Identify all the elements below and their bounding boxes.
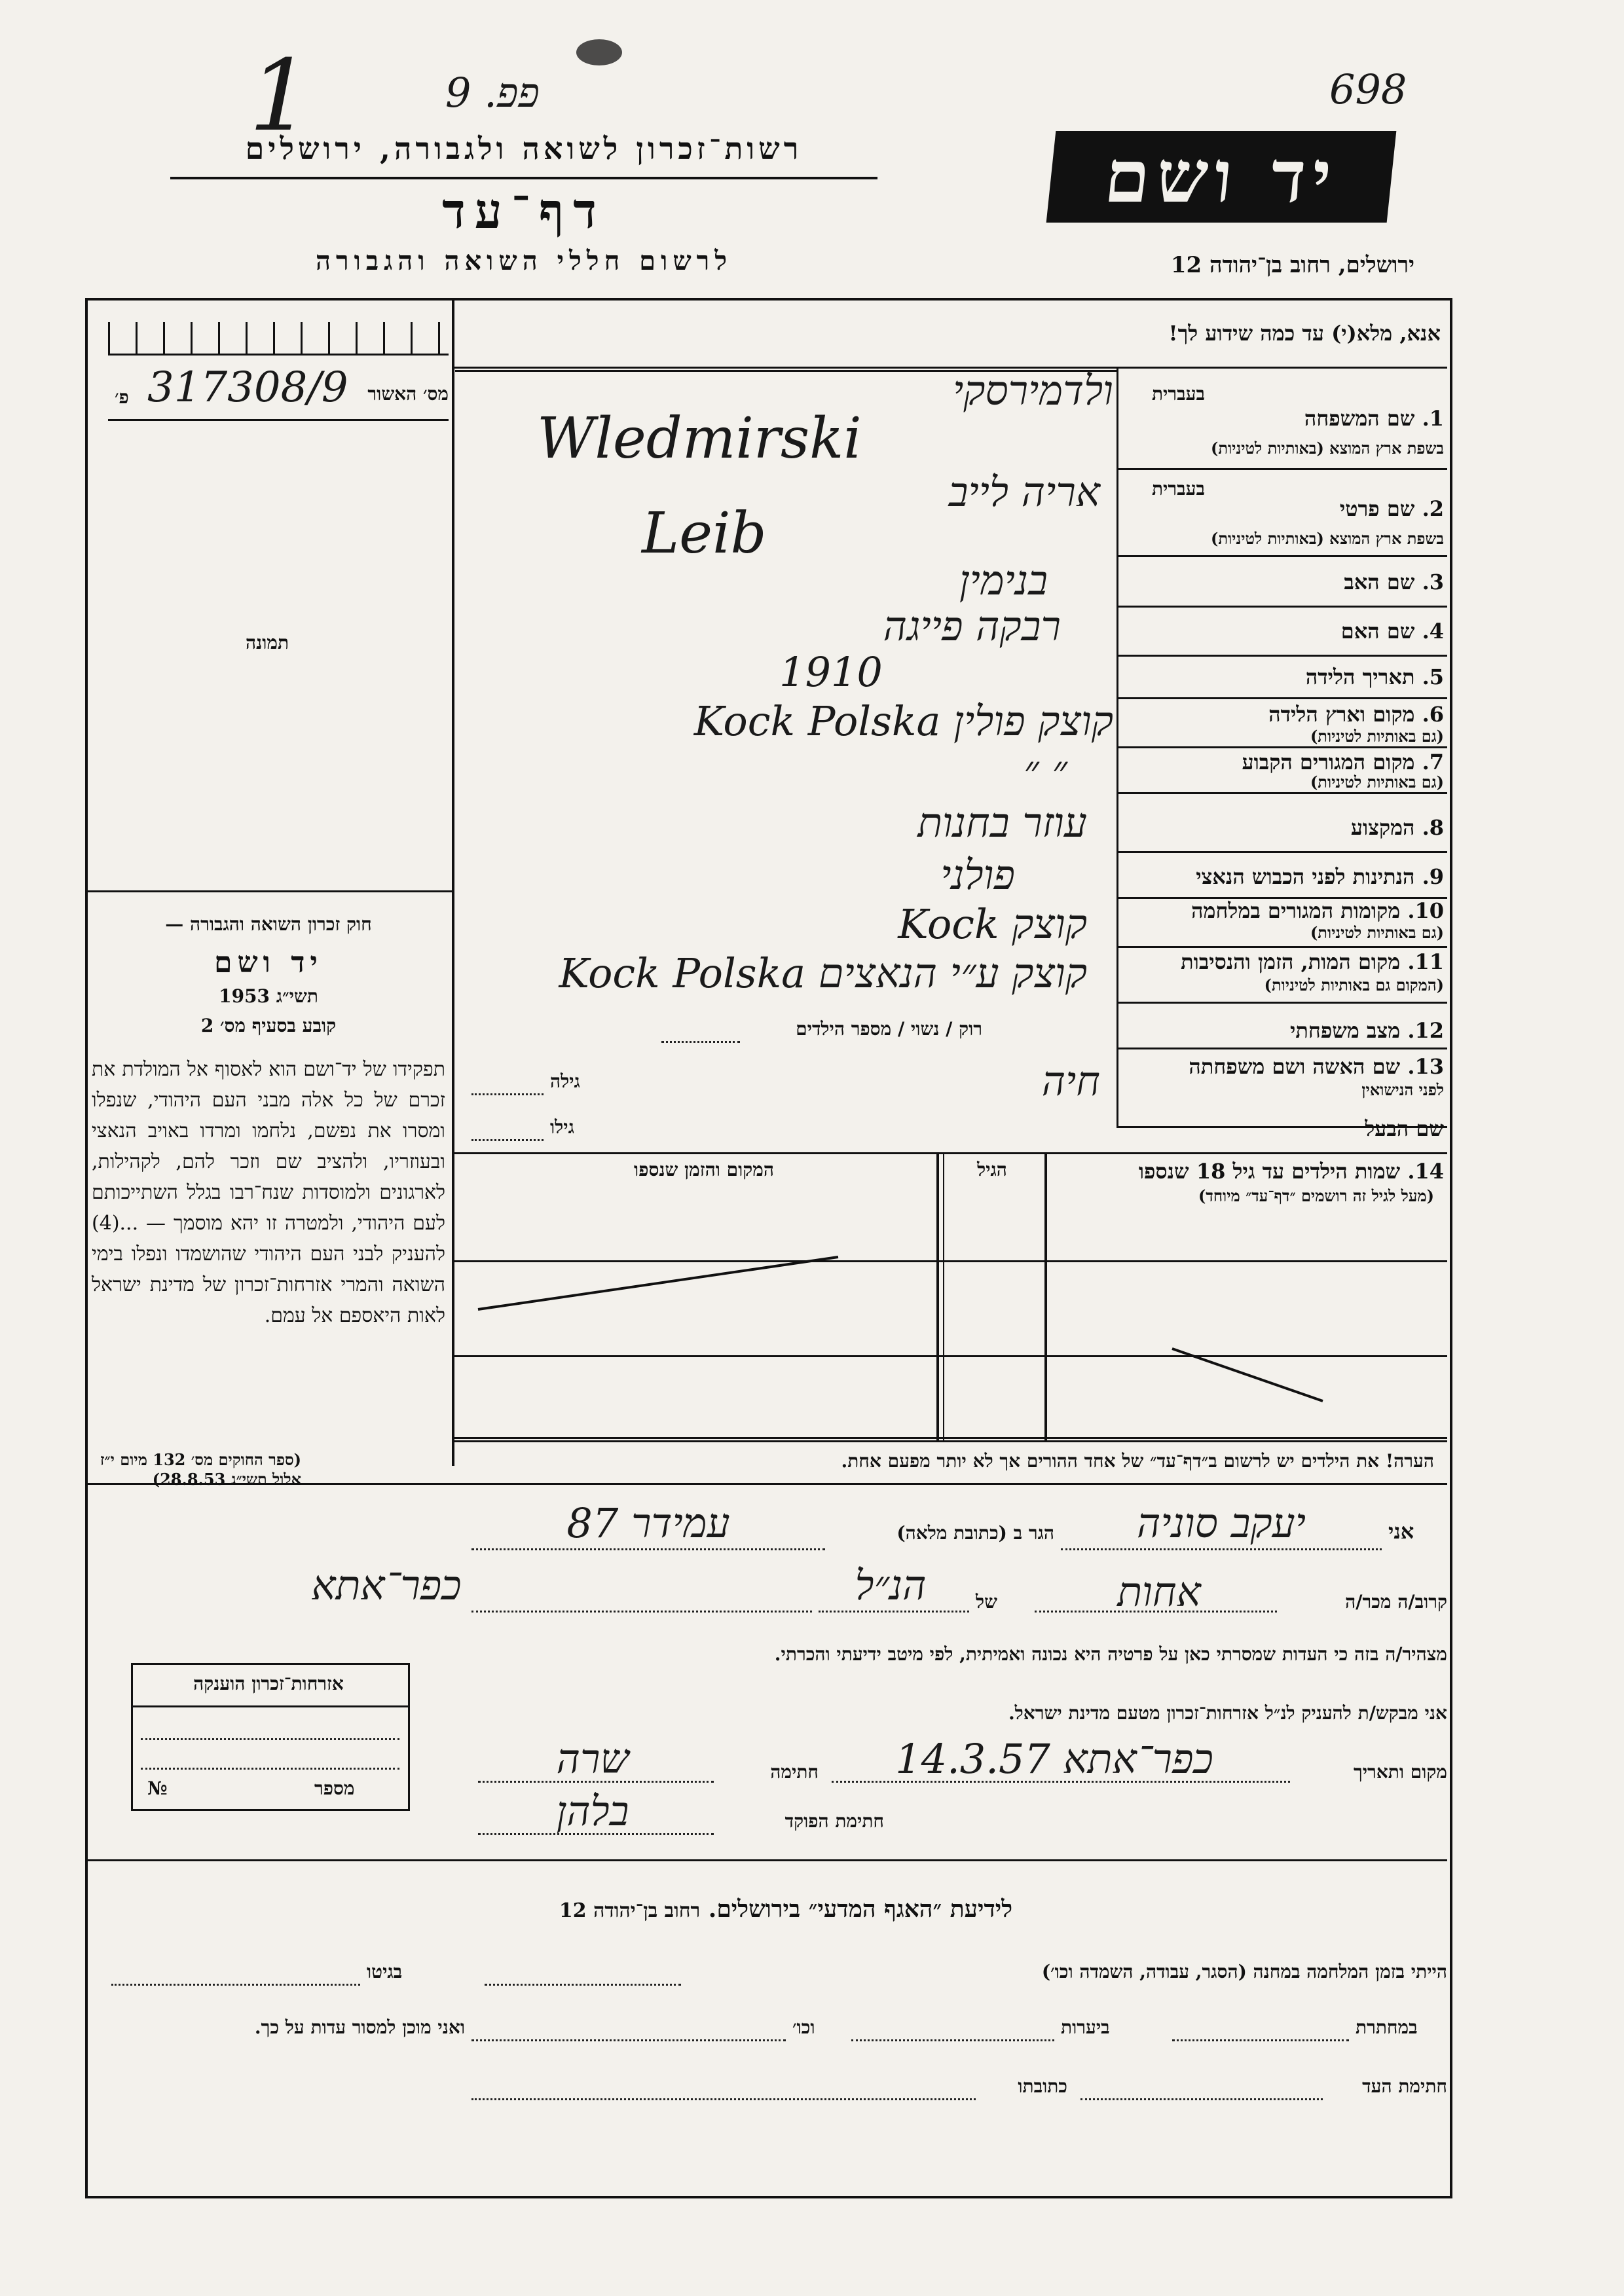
ink-smudge [576, 39, 622, 65]
bottom-ghetto-line [111, 1984, 360, 1986]
field-9-value: פולני [940, 851, 1015, 899]
signature-line [478, 1781, 714, 1783]
law-text: תפקידו של יד־ושם הוא לאסוף אל המולדת את זכרם של כל אלה מבני העם היהודי, שנפלו ומסרו את נפשם, נלחמו ומרדו באויב הנאצי ובעוזריו, ולהציב שם וזכר להם, לקהילות, לארגונים ולמוסדות שנח־רבו בגלל השתייכותם לעם היהודי, ולמטרה זו יהא מוסמך — ...(4) להעניק לבני העם היהודי שהושמדו ונפלו בימי השואה והמרי אזרחות־זכרון של מדינת ישראל לאות היאספם אל עמם. [92, 1058, 445, 1327]
approval-prefix: פ׳ [115, 386, 129, 408]
field-11-label [1126, 949, 1444, 974]
field-9-num: 9. [1422, 864, 1444, 889]
field-5-num: 5. [1422, 665, 1444, 689]
field-2-value-hebrew: אריה לייב [948, 468, 1100, 516]
citizenship-title-rule [131, 1705, 410, 1707]
declarant-relation: אחות [1117, 1568, 1201, 1616]
field-7-num: 7. [1422, 750, 1444, 774]
field-1-value-hebrew: ולדמירסקי [952, 367, 1113, 414]
field-11-text: מקום המות, הזמן והנסיבות [1181, 949, 1401, 974]
field-10-num: 10. [1407, 898, 1444, 923]
declarant-of-label: של [976, 1591, 997, 1613]
bottom-section-rule [85, 1859, 1447, 1861]
officer-signature: בלהן [556, 1787, 629, 1835]
field-12-label [1126, 1018, 1444, 1043]
declarant-i-label: אני [1388, 1519, 1414, 1544]
field-11-num: 11. [1407, 949, 1444, 974]
officer-signature-line [478, 1833, 714, 1835]
field-4-value: רבקה פייגה [883, 602, 1061, 650]
children-title: שמות הילדים עד גיל 18 שנספו [1138, 1159, 1401, 1184]
children-table-sub: (מעל לגיל זה רושמים ״דף־עד״ מיוחד) [1198, 1186, 1434, 1205]
row-rule [1116, 468, 1447, 470]
citizenship-dotline-2 [141, 1768, 399, 1770]
declarant-address-line [471, 1548, 825, 1550]
approval-number: 317308/9 [147, 363, 348, 412]
field-13-age-line [471, 1093, 544, 1095]
husband-age-line [471, 1139, 544, 1141]
field-8-text: המקצוע [1350, 815, 1415, 840]
field-13-num: 13. [1407, 1054, 1444, 1079]
strike-line-left [478, 1257, 838, 1309]
law-year-he: תשי״ג [276, 985, 318, 1007]
field-6-sub: (גם באותיות לטיניות) [1310, 727, 1444, 746]
bottom-address-label: כתובתו [1018, 2075, 1067, 2097]
field-1-label [1211, 406, 1444, 431]
row-rule [1116, 792, 1447, 794]
declarant-relation-line [1035, 1611, 1277, 1613]
signature-label: חתימה [770, 1761, 819, 1783]
field-13-text: שם האשה ושם משפחתה [1189, 1054, 1401, 1079]
field-12-num: 12. [1407, 1018, 1444, 1043]
field-5-label [1211, 665, 1444, 689]
bottom-line1: הייתי בזמן המלחמה במחנה (הסגר, עבודה, השמדה וכו׳) [1041, 1961, 1447, 1982]
citizenship-title: אזרחות־זכרון הוענקה [193, 1673, 344, 1694]
field-2-text: שם פרטי [1339, 496, 1415, 521]
request-text: אני מבקש/ת להעניק לנ״ל אזרחות־זכרון מטעם מדינת ישראל. [1008, 1702, 1447, 1724]
row-rule [1116, 697, 1447, 699]
row-rule [1116, 851, 1447, 853]
declarant-address: עמידר 87 [566, 1499, 730, 1547]
photo-label: תמונה [246, 632, 289, 653]
field-3-value: בנימין [959, 556, 1048, 604]
bottom-heading-text: לידיעת ״האגף המדעי״ בירושלים. [708, 1895, 1013, 1923]
law-clause: קובע בסעיף מס׳ 2 [200, 1015, 337, 1036]
bottom-address-line [471, 2098, 976, 2100]
field-6-value: קוצק פולין Kock Polska [693, 697, 1113, 745]
field-8-label [1211, 815, 1444, 840]
field-1-text: שם המשפחה [1304, 406, 1415, 431]
field-4-num: 4. [1422, 619, 1444, 644]
row-rule [1116, 606, 1447, 608]
approval-underline [108, 419, 449, 421]
row-rule [1116, 555, 1447, 557]
field-7-sub: (גם באותיות לטיניות) [1310, 773, 1444, 792]
field-6-num: 6. [1422, 702, 1444, 727]
header-address: ירושלים, רחוב בן־יהודה 12 [1170, 252, 1414, 278]
bottom-ready: ואני מוכן למסור עדות על כך. [254, 2016, 465, 2038]
approval-ticks [108, 322, 442, 355]
bottom-heading [393, 1895, 1179, 1923]
field-11-sub: (המקום גם באותיות לטיניות) [1264, 975, 1444, 994]
officer-signature-label: חתימת הפוקד [784, 1810, 884, 1832]
field-10-label [1126, 898, 1444, 923]
page-subtitle: לרשום חללי השואה והגבורה [315, 246, 733, 276]
note-text: הערה! את הילדים יש לרשום ב״דף־עד״ של אחד ההורים אך לא יותר מפעם אחת. [841, 1450, 1434, 1472]
bottom-underground-line [1172, 2039, 1349, 2041]
children-col-place: המקום והזמן שנספו [634, 1159, 774, 1180]
bottom-etc-line [471, 2039, 786, 2041]
field-2-value-latin: Leib [642, 501, 767, 566]
field-13-label [1126, 1054, 1444, 1079]
place-date-label: מקום ותאריך [1353, 1761, 1447, 1783]
handwritten-page-mark: פפ. 9 [445, 69, 540, 117]
intro-text: אנא, מלא(י) עד כמה שידוע לך! [1168, 321, 1441, 346]
bottom-underground: במחתרת [1356, 2016, 1418, 2038]
children-strike-lines [452, 1152, 1447, 1440]
declarant-name-line [1061, 1548, 1382, 1550]
husband-label: שם הבעל [1365, 1116, 1444, 1141]
field-1-value-latin: Wledmirski [537, 406, 862, 471]
field-1-side-label: בעברית [1151, 383, 1205, 405]
field-8-num: 8. [1422, 815, 1444, 840]
note-top [452, 1440, 1447, 1442]
field-1-sub: בשפת ארץ המוצא (באותיות לטיניות) [1211, 439, 1444, 458]
row-rule [1116, 1002, 1447, 1004]
header-underline [170, 177, 877, 179]
row-rule [1116, 1048, 1447, 1049]
declarant-city-line [471, 1611, 812, 1613]
field-7-text: מקום המגורים הקבוע [1242, 750, 1415, 774]
declaration-text: מצהיר/ה בזה כי העדות שמסרתי כאן על פרטיה היא נכונה ואמיתית, לפי מיטב ידיעתי והכרתי. [774, 1643, 1447, 1665]
field-4-label [1211, 619, 1444, 644]
row-rule [1116, 946, 1447, 948]
field-10-value: קוצק Kock [898, 900, 1087, 948]
law-box-top [85, 890, 452, 892]
declarant-of-line [819, 1611, 969, 1613]
bottom-forests: ביערות [1061, 2016, 1110, 2038]
field-12-text: מצב משפחתי [1290, 1018, 1401, 1043]
field-11-value: קוצק ע״י הנאצים Kock Polska [559, 949, 1087, 997]
place-date-line [832, 1781, 1290, 1783]
field-5-text: תאריך הלידה [1305, 665, 1415, 689]
field-10-text: מקומות המגורים במלחמה [1191, 898, 1401, 923]
field-2-label [1211, 496, 1444, 521]
approval-box-top [108, 354, 449, 355]
field-9-text: הנתינות לפני הכבוש הנאצי [1196, 864, 1415, 889]
field-7-value: ״ ״ [1024, 746, 1067, 794]
bottom-etc: וכו׳ [792, 2016, 815, 2038]
bottom-witness-sig-line [1080, 2098, 1323, 2100]
law-year-num: 1953 [219, 985, 270, 1007]
field-9-label [1126, 864, 1444, 889]
handwritten-file-number: 698 [1329, 65, 1407, 113]
bottom-ghetto: בגיטו [367, 1961, 403, 1982]
citizenship-number-label: מספר [314, 1777, 355, 1799]
declarant-of-value: הנ״ל [855, 1561, 927, 1609]
field-3-text: שם האב [1344, 570, 1415, 594]
declarant-name: יעקב סוניה [1137, 1499, 1306, 1547]
field-1-num: 1. [1422, 406, 1444, 431]
signature-value: שרה [556, 1735, 629, 1783]
bottom-camp-line [485, 1984, 681, 1986]
law-logo: יד ושם [214, 946, 323, 979]
row-rule [1116, 746, 1447, 748]
field-10-sub: (גם באותיות לטיניות) [1310, 923, 1444, 942]
field-2-num: 2. [1422, 496, 1444, 521]
declarant-city: כפר־אתא [311, 1561, 462, 1609]
field-6-label [1211, 702, 1444, 727]
field-2-side-label: בעברית [1151, 478, 1205, 500]
field-7-label [1211, 750, 1444, 774]
law-year [98, 985, 439, 1008]
children-num: 14. [1407, 1159, 1444, 1184]
field-12-options: רוק / נשוי / מספר הילדים [796, 1018, 982, 1040]
citizenship-no: № [147, 1777, 168, 1799]
field-4-text: שם האם [1340, 619, 1415, 644]
field-3-num: 3. [1422, 570, 1444, 594]
field-8-value: עוזר בחנות [917, 799, 1087, 847]
field-2-sub: בשפת ארץ המוצא (באותיות לטיניות) [1211, 529, 1444, 548]
field-12-dotted-line [661, 1041, 740, 1043]
children-col-age: הגיל [977, 1159, 1007, 1180]
bottom-forests-line [851, 2039, 1054, 2041]
field-13-age-label: גילה [550, 1070, 580, 1092]
law-reference: (ספר החוקים מס׳ 132 מיום י״ז אלול תשי״ג 28.8.53) [100, 1450, 301, 1489]
yad-vashem-logo: יד ושם [1046, 131, 1397, 223]
field-3-label [1211, 570, 1444, 594]
law-title: חוק זכרון השואה והגבורה — [165, 913, 372, 935]
field-13-sub: לפני הנישואין [1361, 1080, 1444, 1099]
handwritten-number-1: 1 [249, 39, 312, 153]
approval-label: מס׳ האשור [367, 383, 449, 405]
declarant-relative-label: קרוב/ה מכר/ה [1345, 1591, 1447, 1613]
page-title: דף־עד [442, 183, 606, 240]
bottom-witness-sig: חתימת העד [1362, 2075, 1447, 2097]
citizenship-dotline-1 [141, 1738, 399, 1740]
bottom-heading-address: רחוב בן־יהודה 12 [559, 1899, 701, 1922]
place-date-value: כפר־אתא 14.3.57 [895, 1735, 1213, 1783]
declarant-lives-label: הגר ב (כתובת מלאה) [896, 1522, 1054, 1544]
field-6-text: מקום וארץ הלידה [1268, 702, 1415, 727]
strike-line-right [1172, 1349, 1323, 1401]
field-13-value: חיה [1041, 1057, 1100, 1105]
field-5-value: 1910 [779, 648, 883, 696]
organization-name: רשות־זכרון לשואה ולגבורה, ירושלים [245, 131, 803, 166]
husband-age-label: גילו [550, 1116, 574, 1138]
row-rule [1116, 655, 1447, 657]
